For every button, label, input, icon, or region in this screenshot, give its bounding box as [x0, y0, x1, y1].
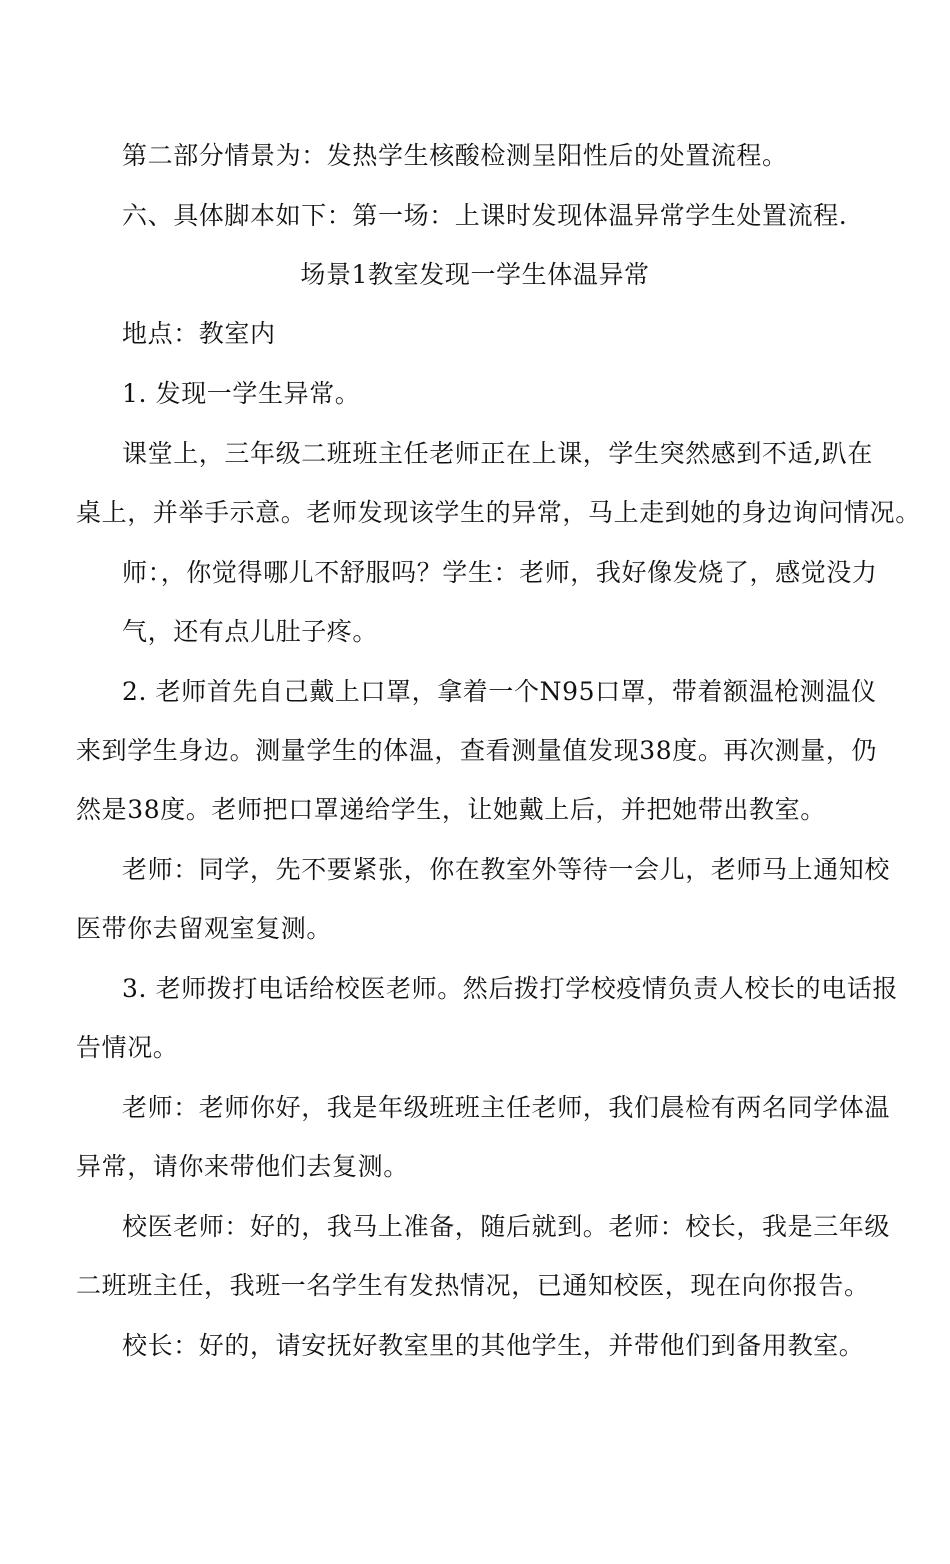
- dialogue-teacher-line-1: 老师：同学，先不要紧张，你在教室外等待一会儿，老师马上通知校: [122, 855, 891, 884]
- dialogue-call-line-2: 异常，请你来带他们去复测。: [76, 1152, 409, 1181]
- step-2-line-1: 2. 老师首先自己戴上口罩，拿着一个N95口罩，带着额温枪测温仪: [122, 677, 877, 706]
- scene-title: 场景1教室发现一学生体温异常: [300, 260, 650, 289]
- step-3-line-2: 告情况。: [76, 1033, 179, 1062]
- dialogue-school-doctor-line-2: 二班班主任，我班一名学生有发热情况，已通知校医，现在向你报告。: [76, 1271, 870, 1300]
- step-2-line-3: 然是38度。老师把口罩递给学生，让她戴上后，并把她带出教室。: [76, 795, 826, 824]
- paragraph-classroom-line-2: 桌上，并举手示意。老师发现该学生的异常，马上走到她的身边询问情况。: [76, 498, 921, 527]
- paragraph-part-two-scenario: 第二部分情景为：发热学生核酸检测呈阳性后的处置流程。: [122, 141, 788, 170]
- step-2-line-2: 来到学生身边。测量学生的体温，查看测量值发现38度。再次测量，仍: [76, 736, 878, 765]
- dialogue-school-doctor-line-1: 校医老师：好的，我马上准备，随后就到。老师：校长，我是三年级: [122, 1212, 891, 1241]
- dialogue-teacher-student-line-1: 师：，你觉得哪儿不舒服吗？学生：老师，我好像发烧了，感觉没力: [122, 558, 878, 587]
- dialogue-teacher-student-line-2: 气，还有点儿肚子疼。: [122, 617, 379, 646]
- step-3-line-1: 3. 老师拨打电话给校医老师。然后拨打学校疫情负责人校长的电话报: [122, 974, 899, 1003]
- step-1-heading: 1. 发现一学生异常。: [122, 379, 361, 408]
- paragraph-location: 地点：教室内: [122, 319, 276, 348]
- dialogue-principal: 校长：好的，请安抚好教室里的其他学生，并带他们到备用教室。: [122, 1331, 865, 1360]
- paragraph-classroom-line-1: 课堂上，三年级二班班主任老师正在上课，学生突然感到不适,趴在: [122, 439, 873, 468]
- paragraph-script-heading: 六、具体脚本如下：第一场：上课时发现体温异常学生处置流程.: [122, 201, 848, 230]
- dialogue-teacher-line-2: 医带你去留观室复测。: [76, 914, 333, 943]
- dialogue-call-line-1: 老师：老师你好，我是年级班班主任老师，我们晨检有两名同学体温: [122, 1093, 891, 1122]
